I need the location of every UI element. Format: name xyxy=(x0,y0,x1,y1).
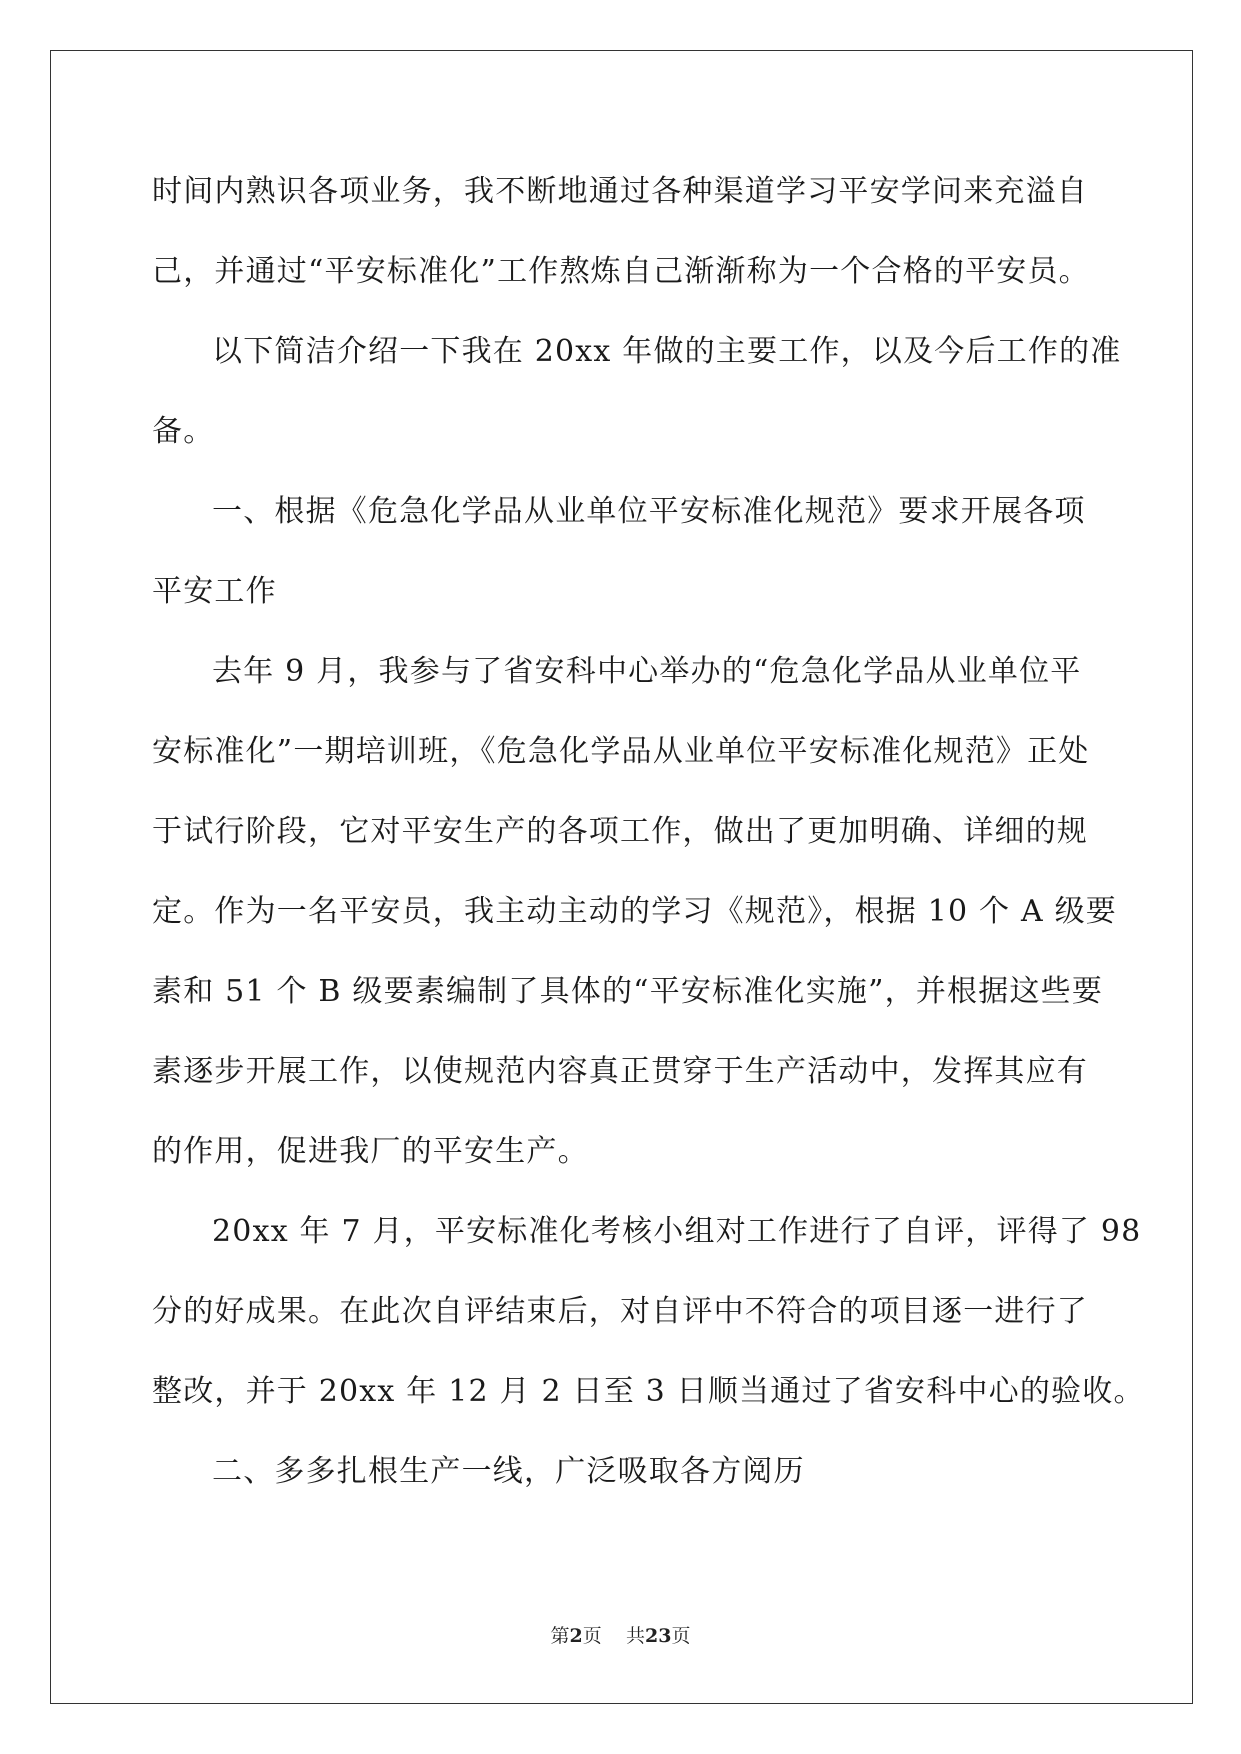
section-heading-1: 一、根据《危急化学品从业单位平安标准化规范》要求开展各项 xyxy=(212,494,1086,529)
text-line: 备。 xyxy=(152,414,215,449)
text-line: 时间内熟识各项业务，我不断地通过各种渠道学习平安学问来充溢自 xyxy=(152,174,1088,209)
page-prefix: 第 xyxy=(550,1625,570,1647)
text-line: 素逐步开展工作，以使规范内容真正贯穿于生产活动中，发挥其应有 xyxy=(152,1054,1088,1089)
text-line: 的作用，促进我厂的平安生产。 xyxy=(152,1134,589,1169)
total-pages: 23 xyxy=(644,1625,672,1647)
paragraph-start: 去年 9 月，我参与了省安科中心举办的“危急化学品从业单位平 xyxy=(212,654,1082,689)
paragraph-start: 20xx 年 7 月，平安标准化考核小组对工作进行了自评，评得了 98 xyxy=(212,1214,1142,1249)
page-suffix: 页 xyxy=(582,1625,602,1647)
text-line: 己，并通过“平安标准化”工作熬炼自己渐渐称为一个合格的平安员。 xyxy=(152,254,1090,289)
text-line: 平安工作 xyxy=(152,574,277,609)
total-prefix: 共 xyxy=(625,1625,645,1647)
page-footer xyxy=(0,1624,1241,1648)
text-line: 分的好成果。在此次自评结束后，对自评中不符合的项目逐一进行了 xyxy=(152,1294,1088,1329)
text-line: 安标准化”一期培训班，《危急化学品从业单位平安标准化规范》正处 xyxy=(152,734,1090,769)
section-heading-2: 二、多多扎根生产一线，广泛吸取各方阅历 xyxy=(212,1454,805,1489)
text-line: 素和 51 个 B 级要素编制了具体的“平安标准化实施”，并根据这些要 xyxy=(152,974,1104,1009)
paragraph-start: 以下简洁介绍一下我在 20xx 年做的主要工作，以及今后工作的准 xyxy=(212,334,1122,369)
page-number: 2 xyxy=(569,1625,583,1647)
text-line: 定。作为一名平安员，我主动主动的学习《规范》，根据 10 个 A 级要 xyxy=(152,894,1117,929)
text-line: 整改，并于 20xx 年 12 月 2 日至 3 日顺当通过了省安科中心的验收。 xyxy=(152,1374,1145,1409)
total-suffix: 页 xyxy=(671,1625,691,1647)
text-line: 于试行阶段，它对平安生产的各项工作，做出了更加明确、详细的规 xyxy=(152,814,1088,849)
